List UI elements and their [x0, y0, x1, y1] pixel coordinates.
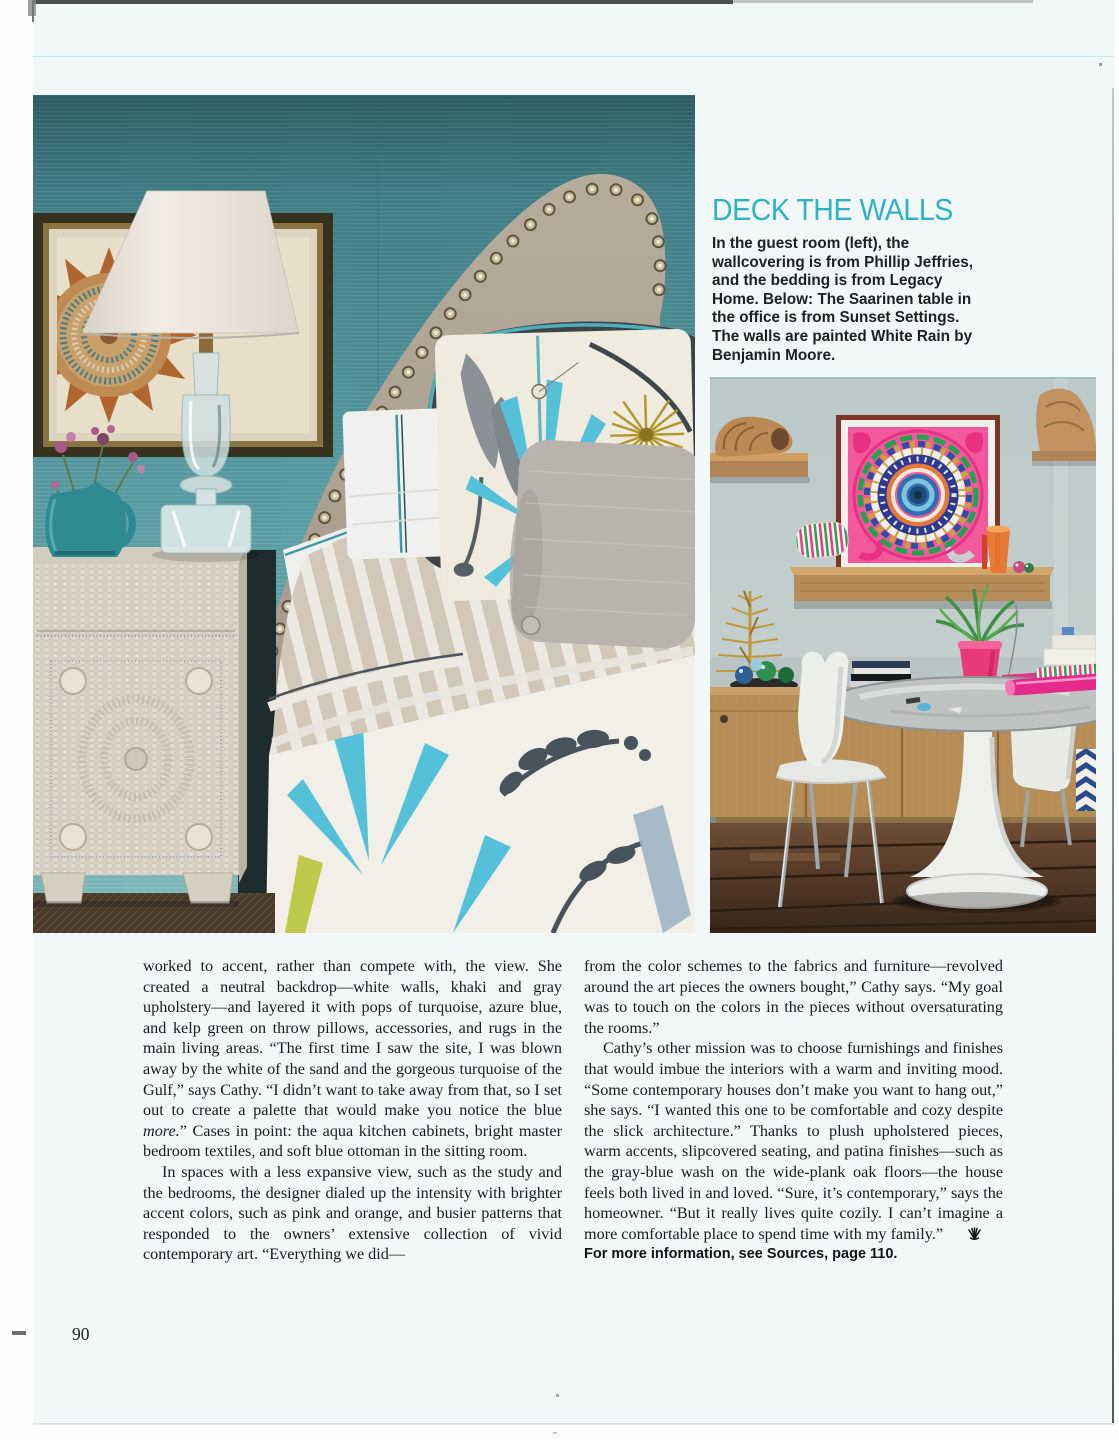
paragraph — [584, 1038, 1003, 1245]
paragraph-text: Cathy’s other mission was to choose furnishings and finishes that would imbue the interiors with a warm and inviting mood. “Some contemporary houses don’t make you want to hang out,” she says. “I wanted this one to be comfortable and cozy despite the slick architecture.” Thanks to plush upholstered pieces, warm accents, slipcovered seating, and patina finishes—such as the gray-blue wash on the wide-plank oak floors—the house feels both lived in and loved. “Sure, it’s contemporary,” says the homeowner. “But it really lives quite cozily. I can’t imagine a more comfortable place to spend time with my family.” — [584, 1039, 1003, 1243]
paragraph: from the color schemes to the fabrics and furniture—revolved around the art pieces the owners bought,” Cathy says. “My goal was to touch on the colors in the pieces without oversaturating the rooms.” — [584, 957, 1003, 1037]
article-column-right — [584, 956, 1003, 1265]
photo-caption — [712, 192, 988, 365]
scallop-shell-end-mark-icon — [948, 1225, 982, 1246]
photo-guest-room — [33, 95, 695, 933]
scan-artifact — [1099, 63, 1102, 66]
article-column-left — [143, 956, 562, 1265]
paragraph-text: worked to accent, rather than compete with, the view. She created a neutral backdrop—white walls, khaki and gray upholstery—and layered it with pops of turquoise, azure blue, and kelp green on throw pillows, accessories, and rugs in the main living areas. “The first time I saw the site, I was blown away by the white of the sand and the gorgeous turquoise of the Gulf,” says Cathy. “I didn’t want to take away from that, so I set out to create a palette that would make you notice the blue — [143, 957, 562, 1120]
lamp-neck — [199, 333, 213, 353]
scan-artifact — [33, 0, 733, 4]
striped-sheet-pillow — [342, 408, 449, 559]
sources-footnote: For more information, see Sources, page 110. — [584, 1246, 898, 1263]
scan-artifact — [33, 56, 1114, 57]
scan-artifact — [1112, 88, 1114, 1424]
chevron-bag — [1074, 749, 1096, 815]
paragraph — [143, 956, 562, 1162]
scan-artifact — [32, 0, 34, 22]
caption-text: In the guest room (left), the wallcovering is from Phillip Jeffries, and the bedding is from Legacy Home. Below: The Saarinen table in the office is from Sunset Settings. The walls are painted White Rain by Benjamin Moore. — [712, 235, 973, 364]
page-number: 90 — [72, 1324, 90, 1344]
italic-text: more. — [143, 1121, 180, 1140]
wood-floor — [710, 823, 1096, 933]
scan-artifact — [553, 1432, 557, 1434]
shell-dresser — [33, 547, 247, 907]
caption-headline: DECK THE WALLS — [712, 192, 953, 227]
paragraph: In spaces with a less expansive view, such as the study and the bedrooms, the designer dialed up the intensity with brighter accent colors, such as pink and orange, and busier patterns that responded to the owners’ extensive collection of vivid contemporary art. “Everything we did— — [143, 1162, 562, 1264]
mandala-artwork — [836, 415, 1000, 575]
scan-artifact — [556, 1394, 559, 1397]
paragraph-text: ” Cases in point: the aqua kitchen cabinets, bright master bedroom textiles, and soft blue ottoman in the sitting room. — [143, 1121, 562, 1161]
scan-artifact — [33, 1423, 1114, 1425]
article-body — [143, 956, 1003, 1265]
photo-office — [710, 377, 1096, 933]
striped-fabric-bundle — [794, 520, 849, 559]
scan-artifact — [733, 0, 1033, 3]
linen-bolster — [506, 438, 695, 650]
scan-artifact — [12, 1331, 26, 1335]
